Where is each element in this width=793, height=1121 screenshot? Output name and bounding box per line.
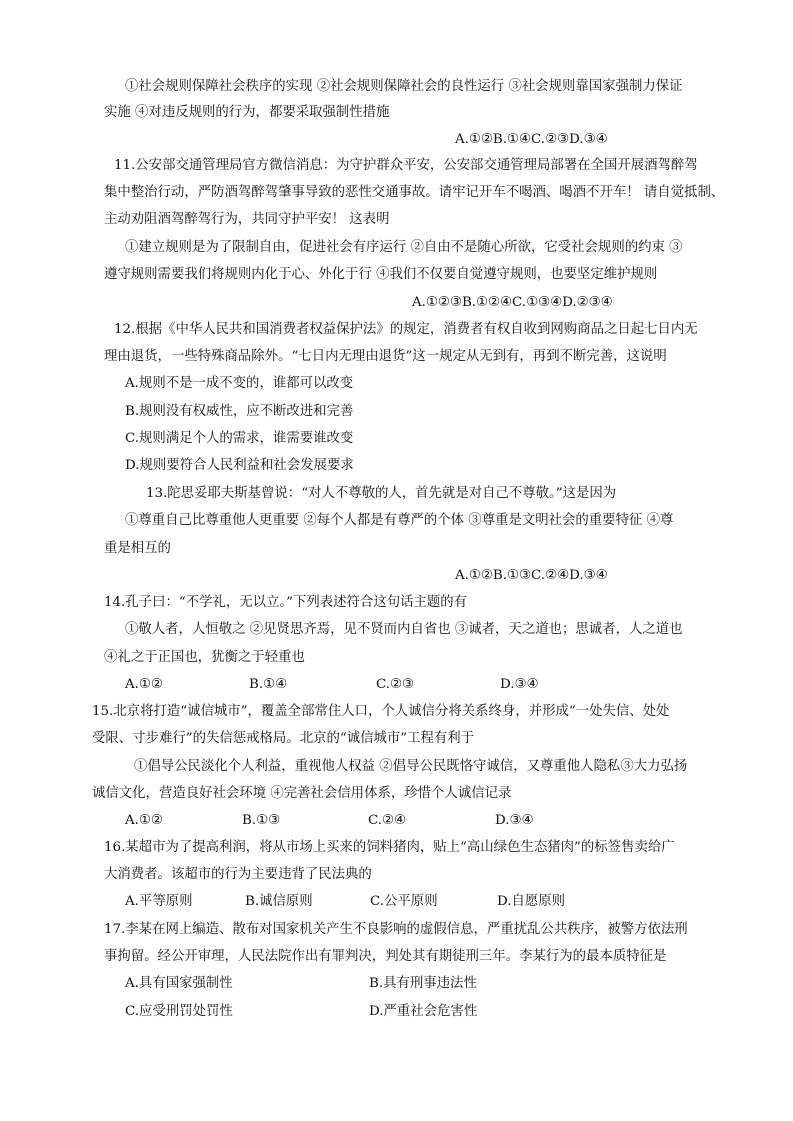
q16-option-b: B.诚信原则 <box>245 894 313 909</box>
q16-option-c: C.公平原则 <box>370 894 438 909</box>
q14-option-b: B.①④ <box>249 677 288 692</box>
q12-option-c: C.规则满足个人的需求，谁需要谁改变 <box>125 431 354 446</box>
q11-statements-line-1: ①建立规则是为了限制自由，促进社会有序运行 ②自由不是随心所欲，它受社会规则的约束 ③ <box>125 240 683 255</box>
q15-option-b: B.①③ <box>242 813 281 828</box>
q17-option-b: B.具有刑事违法性 <box>369 976 477 991</box>
q11-statements-line-2: 遵守规则需要我们将规则内化于心、外化于行 ④我们不仅要自觉遵守规则，也要坚定维护规则 <box>104 267 658 282</box>
q14-stem: 14.孔子曰：“不学礼，无以立。”下列表述符合这句话主题的有 <box>104 595 468 610</box>
q15-statements-line-1: ①倡导公民淡化个人利益，重视他人权益 ②倡导公民既恪守诚信，又尊重他人隐私③大力弘扬 <box>134 759 688 774</box>
q17-stem-line-2: 事拘留。经公开审理，人民法院作出有罪判决，判处其有期徒刑三年。李某行为的最本质特征是 <box>104 949 667 964</box>
q17-stem-line-1: 17.李某在网上编造、散布对国家机关产生不良影响的虚假信息，严重扰乱公共秩序，被警方依法刑 <box>104 922 688 937</box>
q11-answer-options: A.①②③B.①②④C.①③④D.②③④ <box>412 295 613 310</box>
q13-statements-line-1: ①尊重自己比尊重他人更重要 ②每个人都是有尊严的个体 ③尊重是文明社会的重要特征 ④尊 <box>125 513 674 528</box>
q13-stem: 13.陀思妥耶夫斯基曾说：“对人不尊敬的人，首先就是对自己不尊敬。”这是因为 <box>146 486 617 501</box>
q11-stem-line-3: 主动劝阻酒驾醉驾行为，共同守护平安！ 这表明 <box>104 212 390 227</box>
q15-stem-line-1: 15.北京将打造“诚信城市”，覆盖全部常住人口，个人诚信分将关系终身，并形成“一处失信、处处 <box>92 704 670 719</box>
q15-stem-line-2: 受限、寸步难行”的失信惩戒格局。北京的“诚信城市”工程有利于 <box>92 731 475 746</box>
q12-option-a: A.规则不是一成不变的，谁都可以改变 <box>125 376 354 391</box>
q15-option-c: C.②④ <box>368 813 407 828</box>
q14-option-c: C.②③ <box>376 677 415 692</box>
q12-stem-line-1: 12.根据《中华人民共和国消费者权益保护法》的规定，消费者有权自收到网购商品之日起七日内无 <box>114 322 698 337</box>
q10-answer-options: A.①②B.①④C.②③D.③④ <box>455 132 608 147</box>
q17-option-c: C.应受刑罚处罚性 <box>125 1004 233 1019</box>
q15-option-d: D.③④ <box>495 813 534 828</box>
q12-option-b: B.规则没有权威性，应不断改进和完善 <box>125 404 354 419</box>
q13-answer-options: A.①②B.①③C.②④D.③④ <box>455 568 608 583</box>
q13-statements-line-2: 重是相互的 <box>104 541 171 556</box>
q17-option-d: D.严重社会危害性 <box>369 1004 478 1019</box>
q16-option-a: A.平等原则 <box>125 894 193 909</box>
q14-statements-line-2: ④礼之于正国也，犹衡之于轻重也 <box>104 650 305 665</box>
q11-stem-line-2: 集中整治行动，严防酒驾醉驾肇事导致的恶性交通事故。请牢记开车不喝酒、喝酒不开车！ 请自觉抵制、 <box>104 185 725 200</box>
q14-option-d: D.③④ <box>500 677 539 692</box>
q16-option-d: D.自愿原则 <box>497 894 566 909</box>
q14-option-a: A.①② <box>125 677 163 692</box>
q16-stem-line-1: 16.某超市为了提高利润，将从市场上买来的饲料猪肉，贴上“高山绿色生态猪肉”的标签售卖给广 <box>104 840 675 855</box>
q11-stem-line-1: 11.公安部交通管理局官方微信消息：为守护群众平安，公安部交通管理局部署在全国开展酒驾醉驾 <box>114 158 698 173</box>
q10-statements-line-1: ①社会规则保障社会秩序的实现 ②社会规则保障社会的良性运行 ③社会规则靠国家强制力保证 <box>125 79 683 94</box>
q12-stem-line-2: 理由退货，一些特殊商品除外。“七日内无理由退货”这一规定从无到有，再到不断完善，这说明 <box>104 349 667 364</box>
q15-statements-line-2: 诚信文化，营造良好社会环境 ④完善社会信用体系，珍惜个人诚信记录 <box>92 786 512 801</box>
q17-option-a: A.具有国家强制性 <box>125 976 233 991</box>
q10-statements-line-2: 实施 ④对违反规则的行为，都要采取强制性措施 <box>104 105 390 120</box>
q16-stem-line-2: 大消费者。该超市的行为主要违背了民法典的 <box>104 867 372 882</box>
q15-option-a: A.①② <box>125 813 163 828</box>
q14-statements-line-1: ①敬人者，人恒敬之 ②见贤思齐焉，见不贤而内自省也 ③诚者，天之道也；思诚者，人之道也 <box>125 622 683 637</box>
q12-option-d: D.规则要符合人民利益和社会发展要求 <box>125 458 354 473</box>
